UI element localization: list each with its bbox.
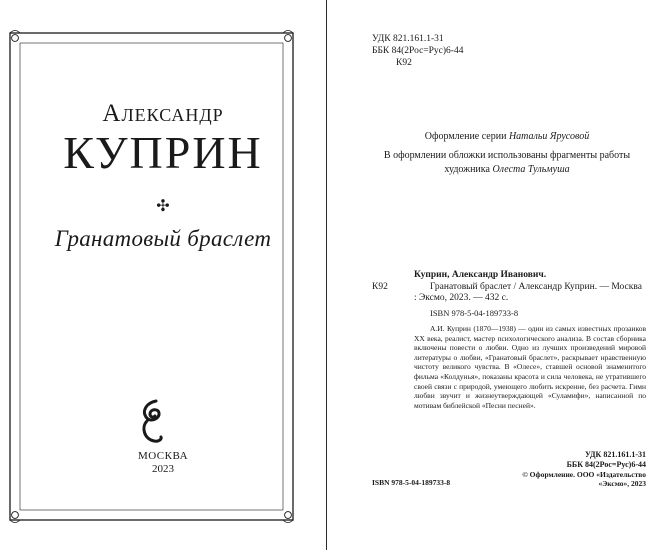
series-design-credit: Оформление серии Натальи Ярусовой (424, 131, 590, 142)
catalog-author-mark: К92 (372, 282, 388, 292)
copyright-notice: © Оформление. ООО «Издательство «Эксмо», 2023 (522, 470, 646, 488)
publisher-city: МОСКВА (137, 450, 189, 462)
design-credits (372, 130, 642, 177)
bottom-classification-codes (414, 450, 646, 470)
publisher-logo-icon (138, 397, 164, 445)
series-designer-name: Натальи Ярусовой (508, 131, 590, 142)
udk-code: УДК 821.161.1-31 (372, 34, 444, 44)
book-annotation: А.И. Куприн (1870—1938) — один из самых известных прозаиков XX века, реалист, мастер психологического анализа. В состав сборника включены повести о любви. Одно из лучших произведений мировой литературы о любви, «Гранатовый браслет», раскрывает нравственную чистоту великого чувства. В «Олесе», ставшей основой знаменитого фильма «Колдунья», показаны красота и сила человека, не утратившего своей связи с природой, умеющего любить искренне, без расчета. Гимн любви звучит и жизнеутверждающей «Суламифи», написанной по мотивам библейской «Песни песней». (414, 324, 646, 410)
catalog-heading: Куприн, Александр Иванович. (414, 270, 547, 280)
bbk-code: ББК 84(2Рос=Рус)6-44 (372, 46, 464, 56)
ornament-icon: ✣ (156, 198, 170, 215)
footer-isbn: ISBN 978-5-04-189733-8 (372, 478, 451, 487)
publisher-year: 2023 (152, 463, 174, 475)
author-mark: К92 (396, 58, 412, 68)
author-first-name: Александр (102, 100, 224, 127)
catalog-isbn: ISBN 978-5-04-189733-8 (430, 308, 519, 318)
book-title: Гранатовый браслет (54, 226, 272, 251)
bottom-bbk: ББК 84(2Рос=Рус)6-44 (566, 460, 646, 469)
classification-codes (372, 33, 463, 69)
author-surname: КУПРИН (63, 127, 263, 178)
cover-art-credit: В оформлении обложки использованы фрагменты работы художника Олеста Тульмуша (383, 150, 631, 175)
cover-artist-name: Олеста Тульмуша (492, 164, 570, 175)
catalog-description: Гранатовый браслет / Александр Куприн. — Москва : Эксмо, 2023. — 432 с. (414, 282, 642, 303)
bottom-udk: УДК 821.161.1-31 (584, 450, 646, 459)
